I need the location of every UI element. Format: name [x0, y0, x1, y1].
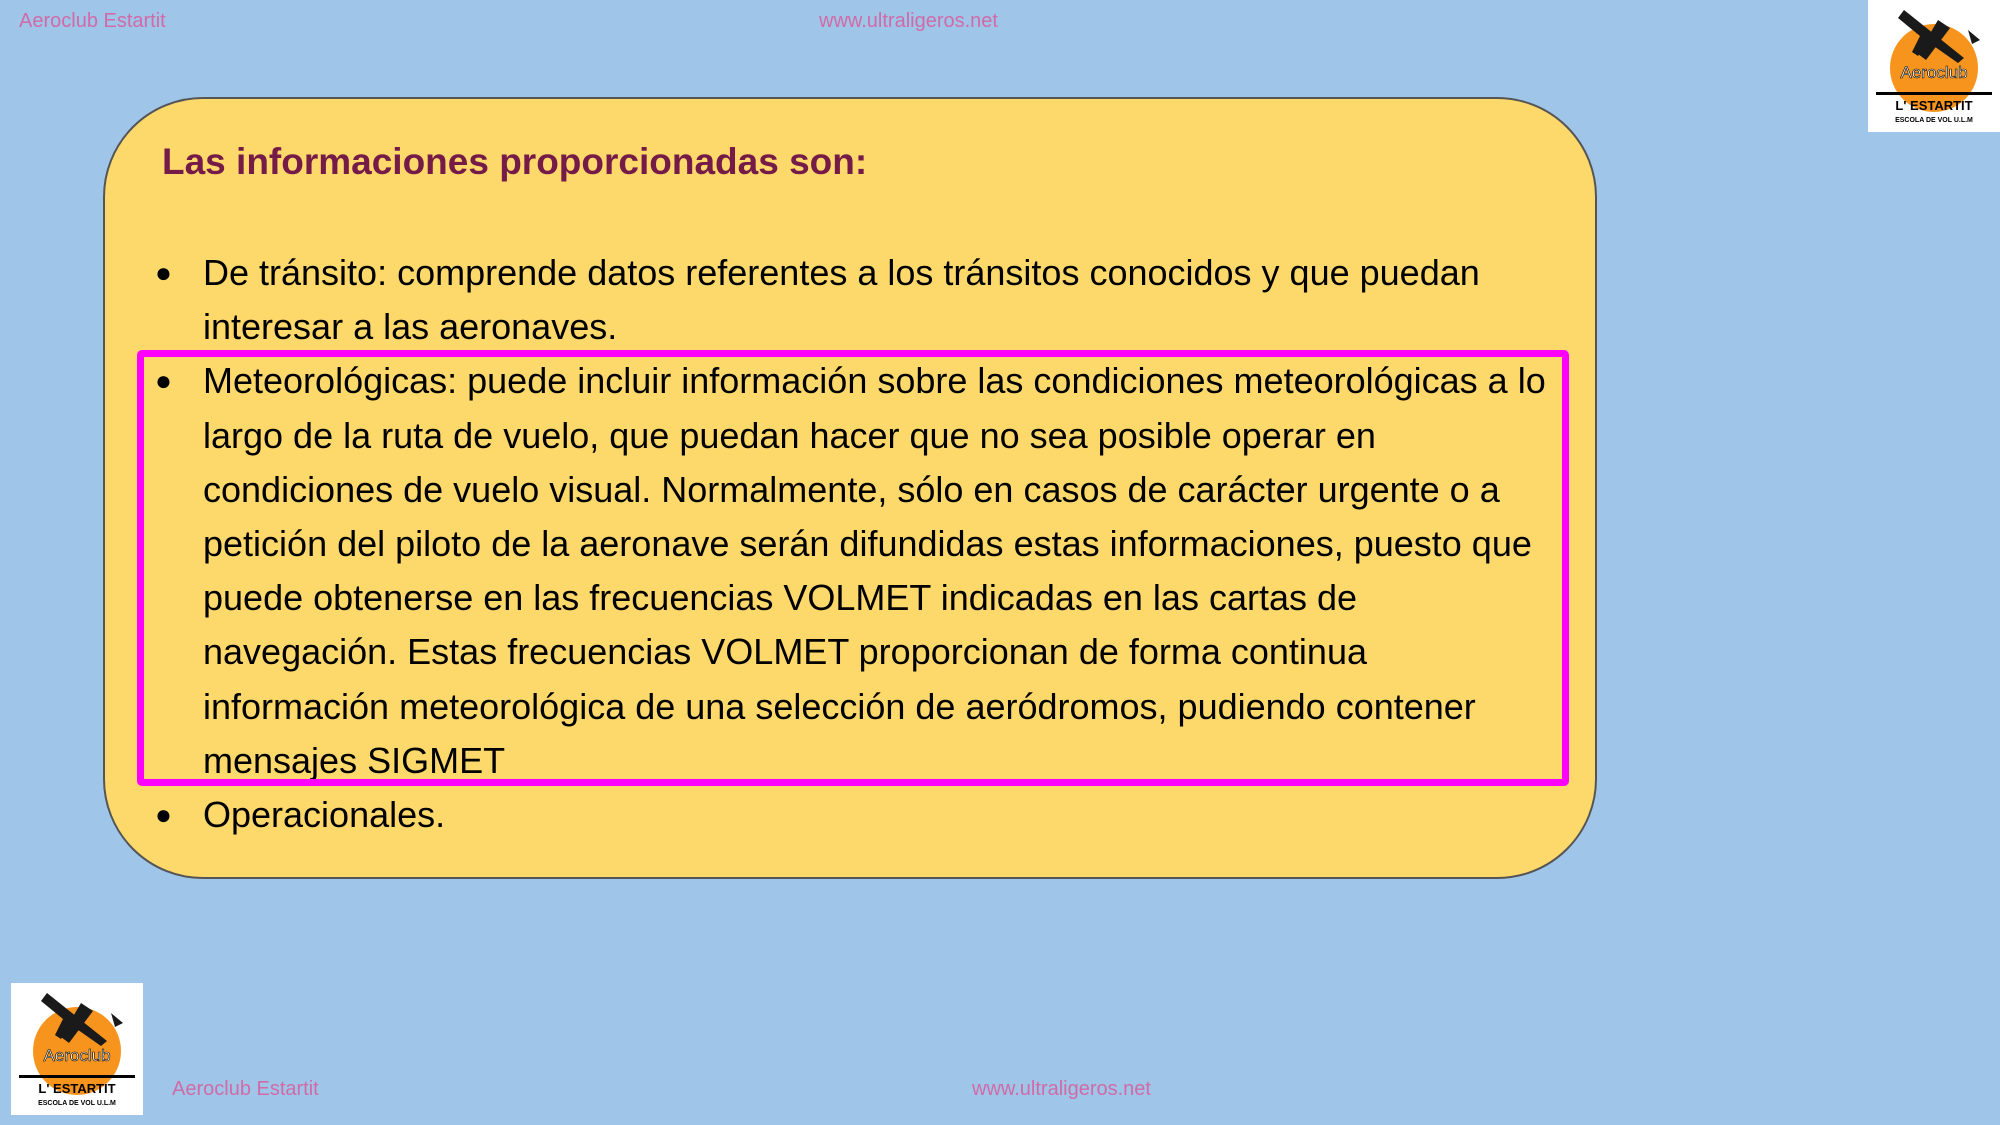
logo-brand-text: Aeroclub: [1900, 63, 1968, 82]
aeroclub-logo-graphic: [11, 983, 143, 1115]
bullet-dot: ●: [155, 799, 172, 831]
header-center-url: www.ultraligeros.net: [819, 10, 998, 32]
plane-tail: [111, 1013, 123, 1027]
logo-brand-text: Aeroclub: [43, 1046, 111, 1065]
bullet-dot: ●: [155, 257, 172, 288]
list-item-meteorologicas: [155, 354, 1555, 788]
list-item-transito: [155, 246, 1555, 354]
logo-subtitle-text: ESCOLA DE VOL U.L.M: [38, 1100, 116, 1107]
bullet-dot: ●: [155, 365, 172, 397]
footer-center-url: www.ultraligeros.net: [972, 1078, 1151, 1100]
plane-tail: [1968, 30, 1980, 44]
list-item-text: De tránsito: comprende datos referentes a los tránsitos conocidos y que puedan interesar a las aeronaves.: [203, 252, 1480, 348]
logo-subtitle-text: ESCOLA DE VOL U.L.M: [1895, 117, 1973, 124]
logo-name-text: L' ESTARTIT: [38, 1081, 116, 1096]
logo-name-text: L' ESTARTIT: [1895, 98, 1973, 113]
card-heading: Las informaciones proporcionadas son:: [162, 141, 868, 182]
header-left-text: Aeroclub Estartit: [19, 10, 166, 32]
list-item-text: Meteorológicas: puede incluir información sobre las condiciones meteorológicas a lo largo de la ruta de vuelo, que puedan hacer que no sea posible operar en condiciones de vuelo visual. Normalmente, sólo en casos de carácter urgente o a petición del piloto de la aeronave serán difundidas estas informaciones, puesto que puede obtenerse en las frecuencias VOLMET indicadas en las cartas de navegación. Estas frecuencias VOLMET proporcionan de forma continua información meteorológica de una selección de aeródromos, pudiendo contener mensajes SIGMET: [203, 360, 1546, 781]
aeroclub-logo: [1868, 0, 2000, 132]
aeroclub-logo: [11, 983, 143, 1115]
aeroclub-logo-graphic: [1868, 0, 2000, 132]
footer-left-text: Aeroclub Estartit: [172, 1078, 319, 1100]
list-item-text: Operacionales.: [203, 794, 446, 836]
content-card: [103, 97, 1597, 879]
horizon-line: [19, 1075, 135, 1078]
bullet-list: [155, 246, 1555, 842]
list-item-operacionales: [155, 788, 1555, 842]
horizon-line: [1876, 92, 1992, 95]
